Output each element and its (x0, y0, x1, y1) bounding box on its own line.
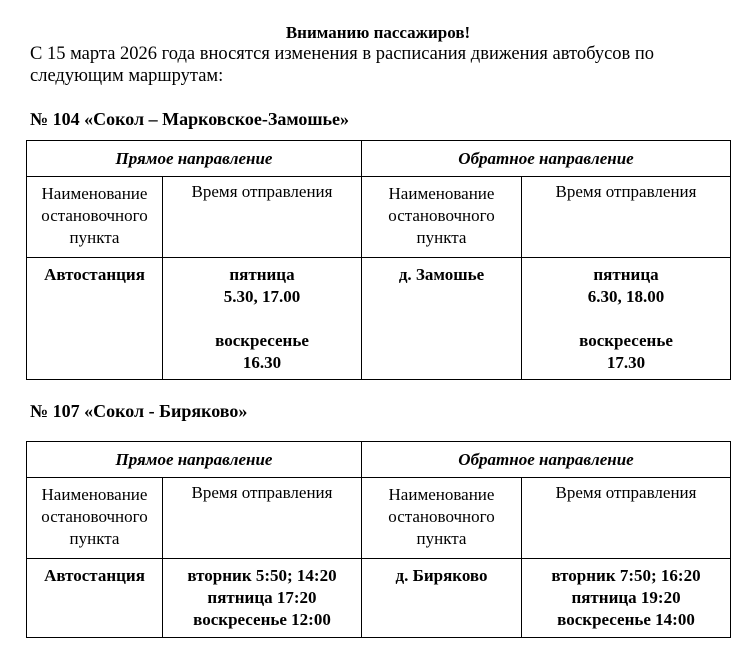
stop-name: д. Замошье (362, 258, 522, 380)
time-value: 6.30, 18.00 (587, 287, 665, 306)
time-line: вторник 5:50; 14:20 (187, 566, 337, 585)
day-label: воскресенье (579, 331, 673, 350)
departure-times (522, 258, 731, 380)
column-header-stop: Наименование остановочного пункта (27, 478, 163, 559)
time-value: 5.30, 17.00 (223, 287, 301, 306)
stop-name: д. Биряково (362, 559, 522, 638)
day-label: пятница (593, 265, 659, 284)
forward-direction-header: Прямое направление (27, 141, 362, 177)
route-107-title: № 107 «Сокол - Биряково» (30, 401, 248, 421)
day-label: воскресенье (215, 331, 309, 350)
column-header-stop: Наименование остановочного пункта (362, 177, 522, 258)
column-header-departure: Время отправления (163, 478, 362, 559)
forward-direction-header: Прямое направление (27, 442, 362, 478)
time-value: 16.30 (242, 353, 282, 372)
time-line: воскресенье 14:00 (557, 610, 695, 629)
column-header-stop: Наименование остановочного пункта (27, 177, 163, 258)
route-104-title: № 104 «Сокол – Марковское-Замошье» (30, 109, 350, 129)
notice-title: Вниманию пассажиров! (285, 23, 471, 42)
notice-intro: С 15 марта 2026 года вносятся изменения в расписания движения автобусов по следующим маршрутам: (30, 44, 655, 86)
time-line: вторник 7:50; 16:20 (551, 566, 701, 585)
stop-name: Автостанция (27, 258, 163, 380)
column-header-departure: Время отправления (522, 478, 731, 559)
route-107-schedule-table (26, 441, 731, 638)
backward-direction-header: Обратное направление (362, 442, 731, 478)
departure-times (522, 559, 731, 638)
column-header-departure: Время отправления (163, 177, 362, 258)
departure-times (163, 559, 362, 638)
departure-times (163, 258, 362, 380)
backward-direction-header: Обратное направление (362, 141, 731, 177)
time-line: пятница 17:20 (207, 588, 317, 607)
time-line: воскресенье 12:00 (193, 610, 331, 629)
column-header-departure: Время отправления (522, 177, 731, 258)
stop-name: Автостанция (27, 559, 163, 638)
column-header-stop: Наименование остановочного пункта (362, 478, 522, 559)
time-value: 17.30 (606, 353, 646, 372)
route-104-schedule-table (26, 140, 731, 380)
day-label: пятница (229, 265, 295, 284)
time-line: пятница 19:20 (571, 588, 681, 607)
